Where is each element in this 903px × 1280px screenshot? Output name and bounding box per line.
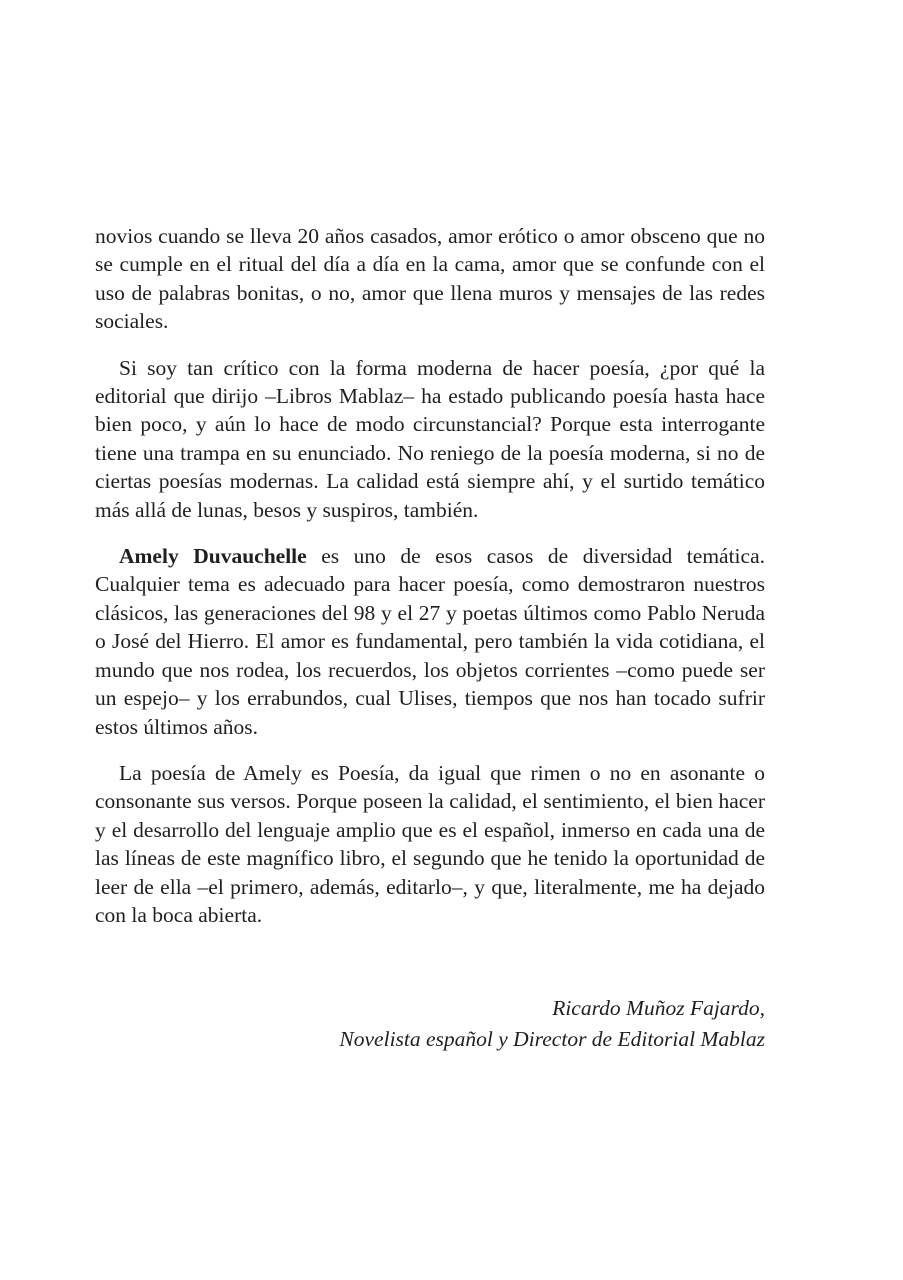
signature bbox=[339, 993, 765, 1055]
author-name: Amely Duvauchelle bbox=[119, 544, 307, 569]
paragraph-2: Si soy tan crítico con la forma moderna de hacer poesía, ¿por qué la editorial que dirijo –Libros Mablaz– ha estado publicando poesía hasta hace bien poco, y aún lo hace de modo circunstancial? Porque esta interrogante tiene una trampa en su enunciado. No reniego de la poesía moderna, si no de ciertas poesías modernas. La calidad está siempre ahí, y el surtido temático más allá de lunas, besos y suspiros, también. bbox=[95, 355, 765, 522]
signature-title: Novelista español y Director de Editorial Mablaz bbox=[339, 1027, 765, 1051]
signature-name: Ricardo Muñoz Fajardo, bbox=[552, 996, 765, 1020]
paragraph-3-text: es uno de esos casos de diversidad temática. Cualquier tema es adecuado para hacer poesía, como demostraron nuestros clásicos, las generaciones del 98 y el 27 y poetas últimos como Pablo Neruda o José del Hierro. El amor es fundamental, pero también la vida cotidiana, el mundo que nos rodea, los recuerdos, los objetos corrientes –como puede ser un espejo– y los errabundos, cual Ulises, tiempos que nos han tocado sufrir estos últimos años. bbox=[95, 544, 765, 739]
paragraph-4: La poesía de Amely es Poesía, da igual que rimen o no en asonante o consonante sus versos. Porque poseen la calidad, el sentimiento, el bien hacer y el desarrollo del lenguaje amplio que es el español, inmerso en cada una de las líneas de este magnífico libro, el segundo que he tenido la oportunidad de leer de ella –el primero, además, editarlo–, y que, literalmente, me ha dejado con la boca abierta. bbox=[95, 760, 765, 927]
paragraph-3 bbox=[95, 542, 765, 741]
body-text bbox=[95, 222, 765, 947]
paragraph-1: novios cuando se lleva 20 años casados, amor erótico o amor obsceno que no se cumple en el ritual del día a día en la cama, amor que se confunde con el uso de palabras bonitas, o no, amor que llena muros y mensajes de las redes sociales. bbox=[95, 224, 765, 334]
